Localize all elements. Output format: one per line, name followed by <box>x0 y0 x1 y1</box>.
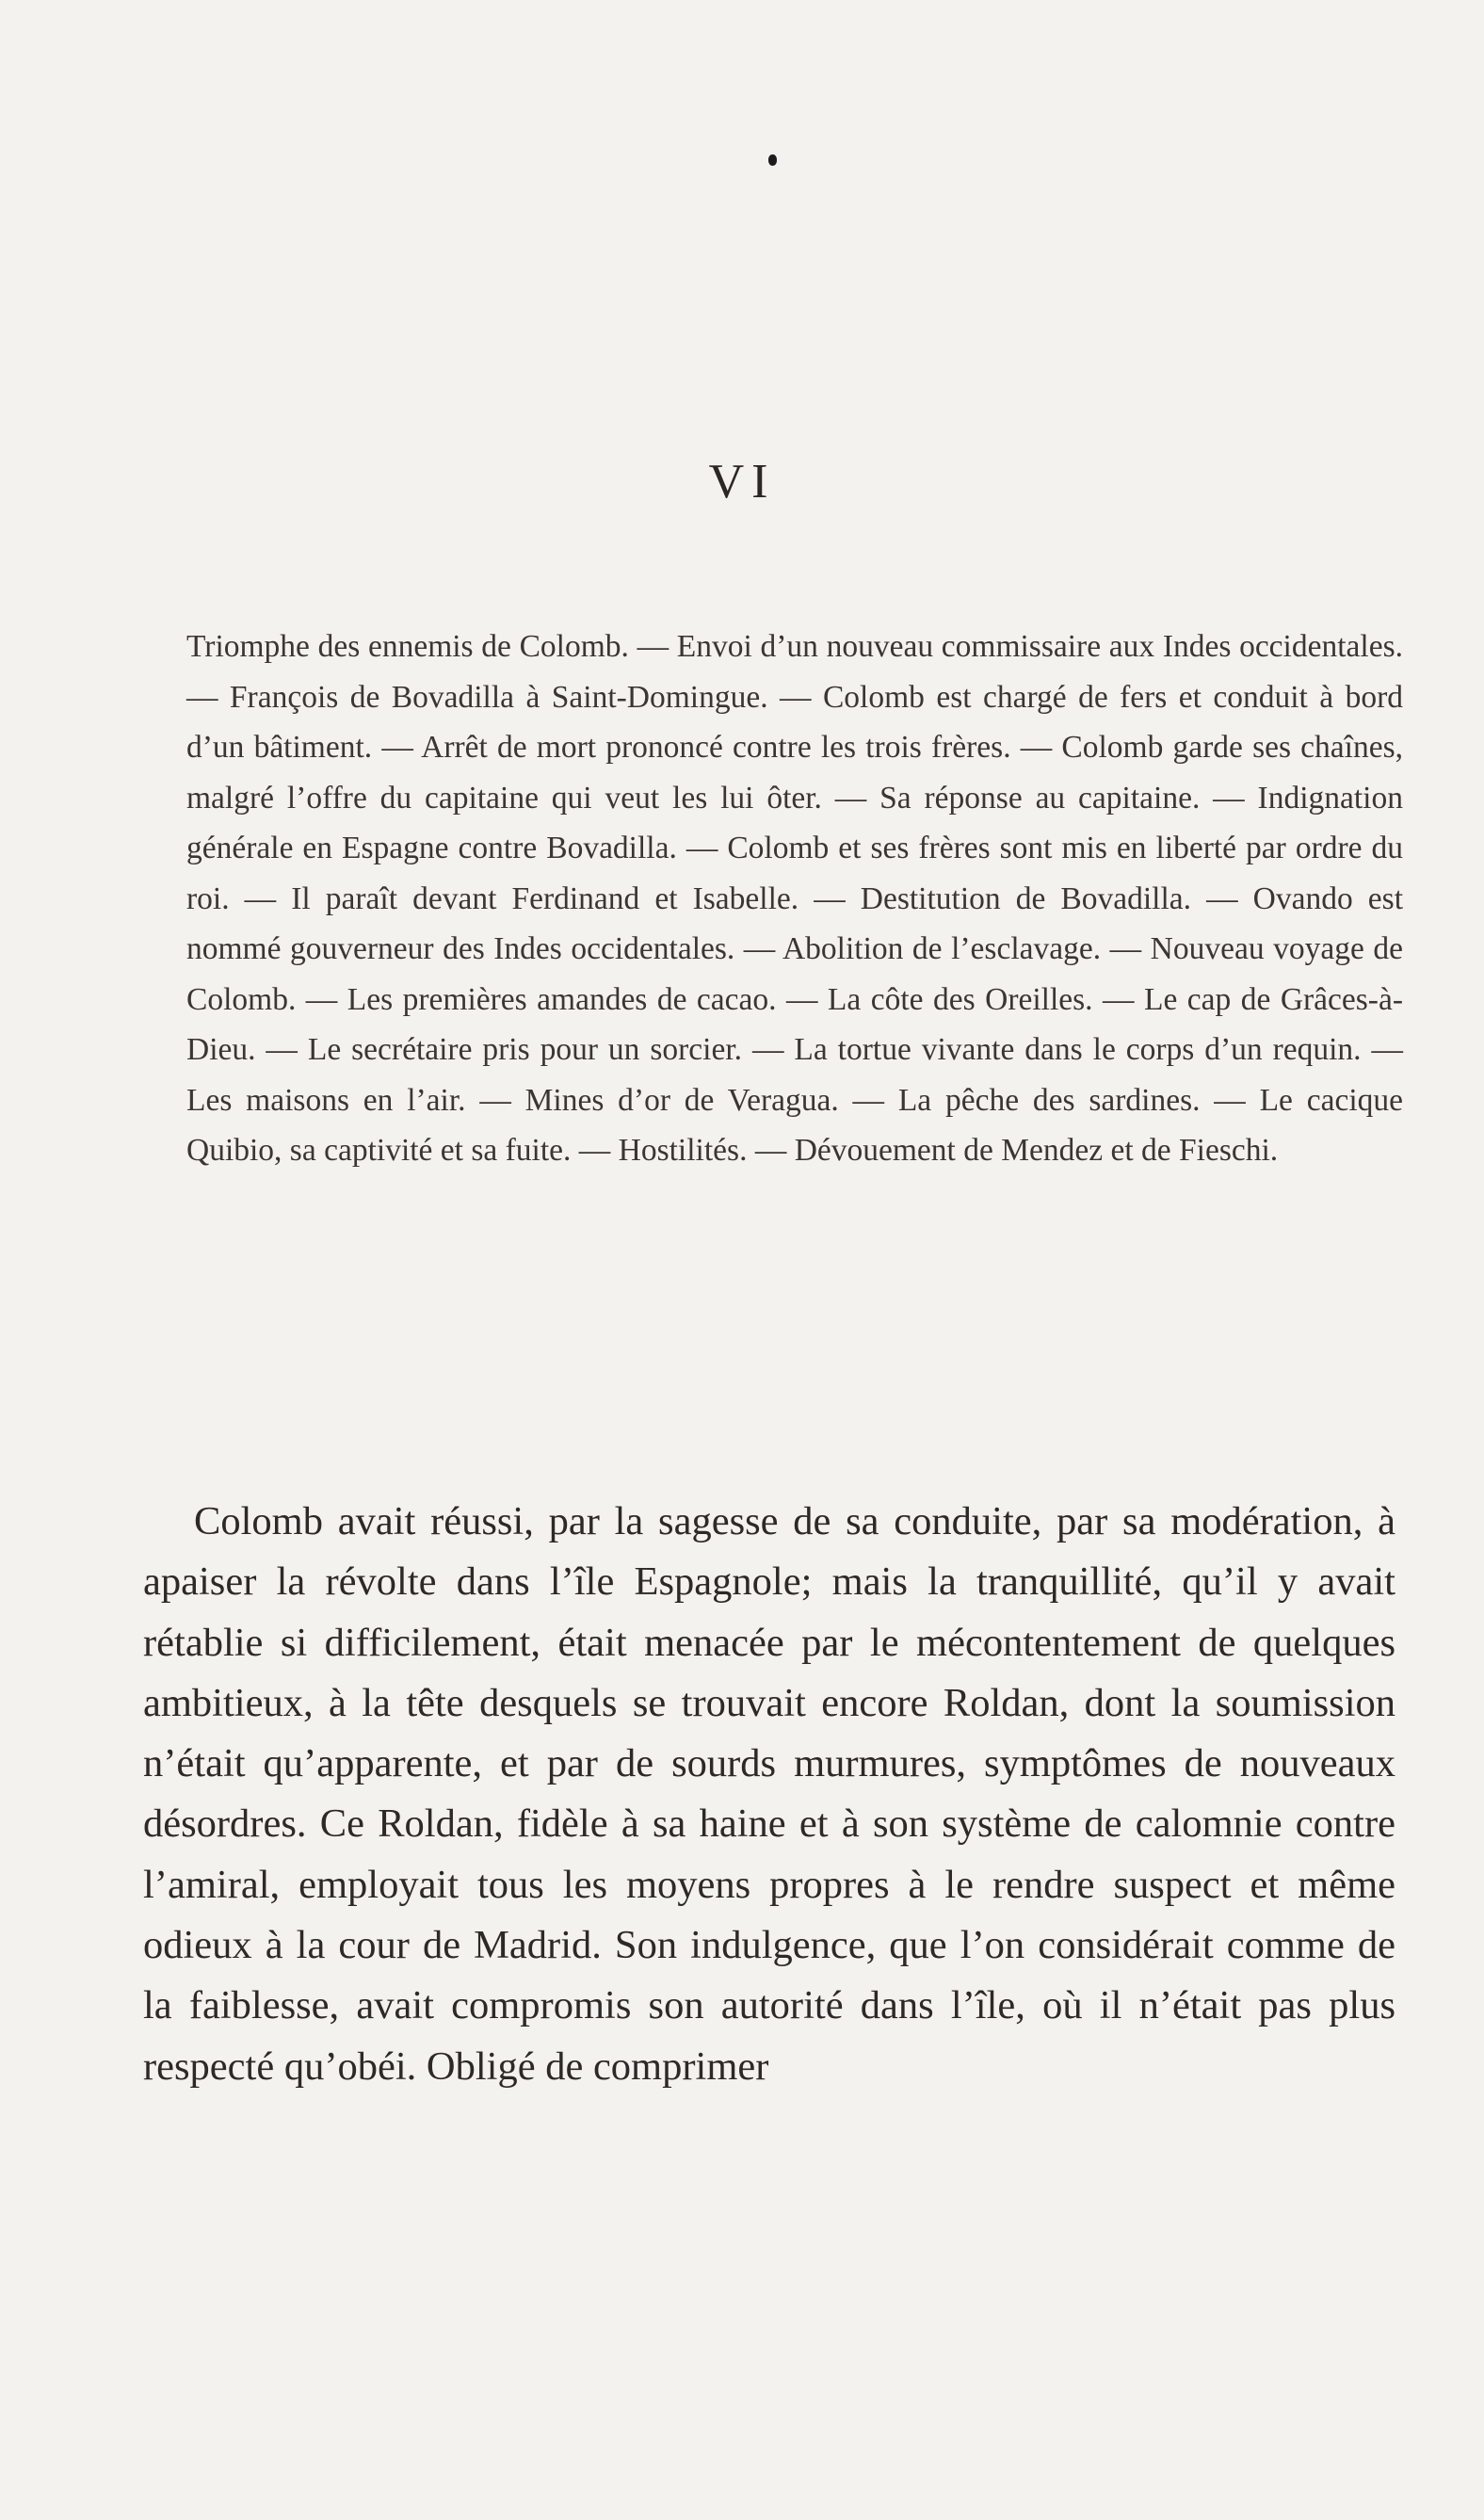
chapter-summary-text: Triomphe des ennemis de Colomb. — Envoi d’un nouveau commissaire aux Indes occidentales. — François de Bovadilla à Saint-Domingue. — Colomb est chargé de fers et conduit à bord d’un bâtiment. — Arrêt de mort prononcé contre les trois frères. — Colomb garde ses chaînes, malgré l’offre du capitaine qui veut les lui ôter. — Sa réponse au capitaine. — Indignation générale en Espagne contre Bovadilla. — Colomb et ses frères sont mis en liberté par ordre du roi. — Il paraît devant Ferdinand et Isabelle. — Destitution de Bovadilla. — Ovando est nommé gouverneur des Indes occidentales. — Abolition de l’esclavage. — Nouveau voyage de Colomb. — Les premières amandes de cacao. — La côte des Oreilles. — Le cap de Grâces-à-Dieu. — Le secrétaire pris pour un sorcier. — La tortue vivante dans le corps d’un requin. — Les maisons en l’air. — Mines d’or de Veragua. — La pêche des sardines. — Le cacique Quibio, sa captivité et sa fuite. — Hostilités. — Dévouement de Mendez et de Fieschi. <box>186 629 1403 1168</box>
ink-dot <box>768 154 777 166</box>
chapter-number: VI <box>708 455 776 509</box>
body-paragraph <box>143 1492 1395 2097</box>
chapter-summary <box>186 622 1403 1176</box>
body-paragraph-text: Colomb avait réussi, par la sagesse de sa conduite, par sa modération, à apaiser la révolte dans l’île Espagnole; mais la tranquillité, qu’il y avait rétablie si difficilement, était menacée par le mécontentement de quelques ambitieux, à la tête desquels se trouvait encore Roldan, dont la soumission n’était qu’apparente, et par de sourds murmures, symptômes de nouveaux désordres. Ce Roldan, fidèle à sa haine et à son système de calomnie contre l’amiral, employait tous les moyens propres à le rendre suspect et même odieux à la cour de Madrid. Son indulgence, que l’on considérait comme de la faiblesse, avait compromis son autorité dans l’île, où il n’était pas plus respecté qu’obéi. Obligé de comprimer <box>143 1499 1395 2089</box>
body-text <box>143 1492 1395 2097</box>
